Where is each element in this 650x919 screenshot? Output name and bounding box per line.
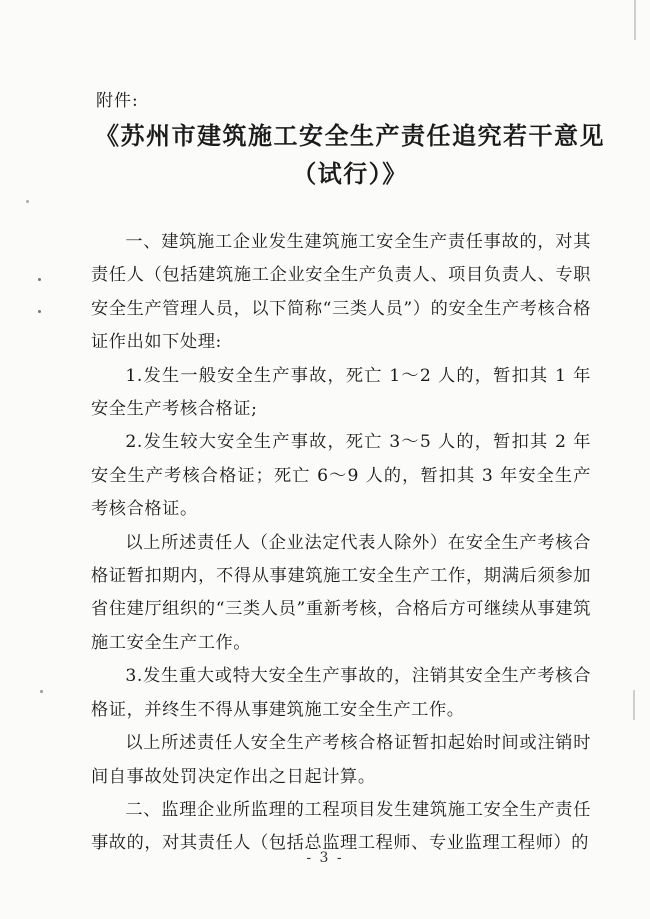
scan-speck [38, 278, 41, 281]
scan-speck [40, 690, 43, 693]
body-paragraph: 2.发生较大安全生产事故，死亡 3～5 人的，暂扣其 2 年安全生产考核合格证；死亡 6～9 人的，暂扣其 3 年安全生产考核合格证。 [91, 432, 591, 520]
attachment-label: 附件: [96, 91, 139, 111]
document-body [91, 226, 591, 861]
body-paragraph: 以上所述责任人（企业法定代表人除外）在安全生产考核合格证暂扣期内，不得从事建筑施工安全生产工作，期满后须参加省住建厅组织的“三类人员”重新考核，合格后方可继续从事建筑施工安全生产工作。 [91, 532, 591, 653]
document-title-line-1: 《苏州市建筑施工安全生产责任追究若干意见 [95, 121, 605, 150]
body-paragraph: 一、建筑施工企业发生建筑施工安全生产责任事故的，对其责任人（包括建筑施工企业安全生产负责人、项目负责人、专职安全生产管理人员，以下简称“三类人员”）的安全生产考核合格证作出如下处理: [91, 232, 591, 353]
body-paragraph: 3.发生重大或特大安全生产事故的，注销其安全生产考核合格证，并终生不得从事建筑施工安全生产工作。 [91, 666, 591, 720]
scan-speck [26, 200, 29, 203]
body-paragraph: 二、监理企业所监理的工程项目发生建筑施工安全生产责任事故的，对其责任人（包括总监理工程师、专业监理工程师）的 [91, 799, 591, 854]
body-paragraph: 1.发生一般安全生产事故，死亡 1～2 人的，暂扣其 1 年安全生产考核合格证; [91, 365, 591, 420]
scan-edge-mark [634, 0, 636, 40]
body-paragraph: 以上所述责任人安全生产考核合格证暂扣起始时间或注销时间自事故处罚决定作出之日起计算。 [91, 733, 591, 787]
page-number: - 3 - [306, 850, 344, 866]
scan-speck [38, 310, 41, 313]
scan-edge-mark [633, 690, 635, 720]
document-title-line-2: （试行）》 [292, 159, 408, 188]
